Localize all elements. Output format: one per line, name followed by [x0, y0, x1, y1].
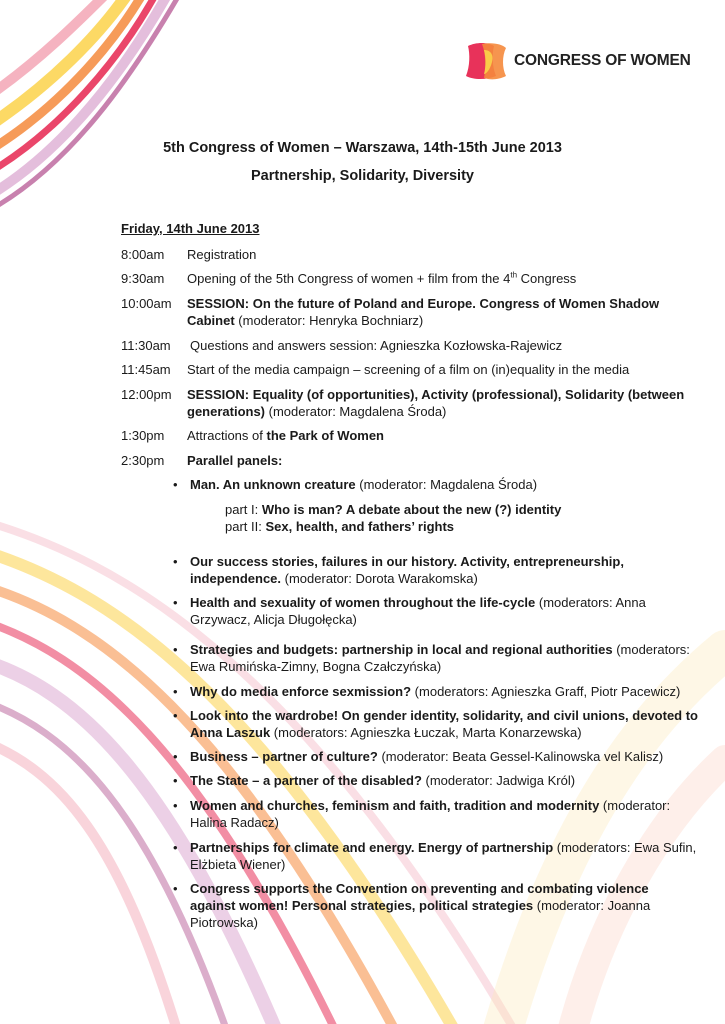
agenda-text: generations) (moderator: Magdalena Środa)	[187, 404, 447, 419]
bullet: •	[173, 881, 178, 896]
bullet: •	[173, 642, 178, 657]
logo-text: CONGRESS OF WOMEN	[514, 52, 691, 69]
agenda-time: 2:30pm	[121, 453, 165, 468]
bullet: •	[173, 798, 178, 813]
bullet: •	[173, 477, 178, 492]
congress-logo-icon	[462, 40, 508, 82]
bullet: •	[173, 595, 178, 610]
congress-logo	[462, 40, 691, 82]
bullet: •	[173, 773, 178, 788]
panel-text: Business – partner of culture? (moderator: Beata Gessel-Kalinowska vel Kalisz)	[190, 749, 664, 764]
panel-text: Halina Radacz)	[190, 815, 279, 830]
agenda-time: 1:30pm	[121, 428, 165, 443]
agenda-text: SESSION: On the future of Poland and Europe. Congress of Women Shadow	[187, 296, 660, 311]
agenda-text: Registration	[187, 247, 257, 262]
agenda-time: 8:00am	[121, 247, 165, 262]
agenda-text: Parallel panels:	[187, 453, 283, 468]
panel-text: Our success stories, failures in our history. Activity, entrepreneurship,	[190, 554, 624, 569]
agenda-time: 12:00pm	[121, 387, 172, 402]
panel-text: Congress supports the Convention on preventing and combating violence	[190, 881, 649, 896]
panel-text: Man. An unknown creature (moderator: Magdalena Środa)	[190, 477, 538, 492]
panel-text: Elżbieta Wiener)	[190, 857, 286, 872]
agenda-text: SESSION: Equality (of opportunities), Activity (professional), Solidarity (between	[187, 387, 685, 402]
panel-text: Partnerships for climate and energy. Energy of partnership (moderators: Ewa Sufin,	[190, 840, 697, 855]
bullet: •	[173, 554, 178, 569]
panel-text: Grzywacz, Alicja Długołęcka)	[190, 612, 357, 627]
document-title: 5th Congress of Women – Warszawa, 14th-15th June 2013	[163, 140, 562, 156]
agenda-text: Opening of the 5th Congress of women + film from the 4th Congress	[187, 270, 577, 286]
subpanel-item: part II: Sex, health, and fathers’ rights	[225, 519, 455, 534]
document-subtitle: Partnership, Solidarity, Diversity	[251, 168, 474, 184]
panel-text: Anna Laszuk (moderators: Agnieszka Łuczak, Marta Konarzewska)	[190, 725, 582, 740]
day-heading: Friday, 14th June 2013	[121, 221, 260, 236]
agenda-text: Questions and answers session: Agnieszka Kozłowska-Rajewicz	[190, 338, 563, 353]
panel-text: Why do media enforce sexmission? (moderators: Agnieszka Graff, Piotr Pacewicz)	[190, 684, 681, 699]
agenda-time: 9:30am	[121, 271, 165, 286]
panel-text: Strategies and budgets: partnership in local and regional authorities (moderators:	[190, 642, 690, 657]
agenda-time: 10:00am	[121, 296, 172, 311]
panel-text: Piotrowska)	[190, 915, 258, 930]
panel-text: against women! Personal strategies, political strategies (moderator: Joanna	[190, 898, 651, 913]
panel-text: The State – a partner of the disabled? (moderator: Jadwiga Król)	[190, 773, 576, 788]
panel-text: Women and churches, feminism and faith, tradition and modernity (moderator:	[190, 798, 671, 813]
bullet: •	[173, 708, 178, 723]
subpanel-item: part I: Who is man? A debate about the new (?) identity	[225, 502, 562, 517]
agenda-text: Attractions of the Park of Women	[187, 428, 384, 443]
agenda-time: 11:30am	[121, 338, 171, 353]
panel-text: independence. (moderator: Dorota Warakomska)	[190, 571, 478, 586]
panel-text: Look into the wardrobe! On gender identity, solidarity, and civil unions, devoted to	[190, 708, 699, 723]
bullet: •	[173, 684, 178, 699]
panel-text: Ewa Rumińska-Zimny, Bogna Czałczyńska)	[190, 659, 442, 674]
bullet: •	[173, 749, 178, 764]
panel-text: Health and sexuality of women throughout the life-cycle (moderators: Anna	[190, 595, 646, 610]
agenda-time: 11:45am	[121, 362, 171, 377]
bullet: •	[173, 840, 178, 855]
agenda-text: Start of the media campaign – screening of a film on (in)equality in the media	[187, 362, 630, 377]
agenda-text: Cabinet (moderator: Henryka Bochniarz)	[187, 313, 424, 328]
